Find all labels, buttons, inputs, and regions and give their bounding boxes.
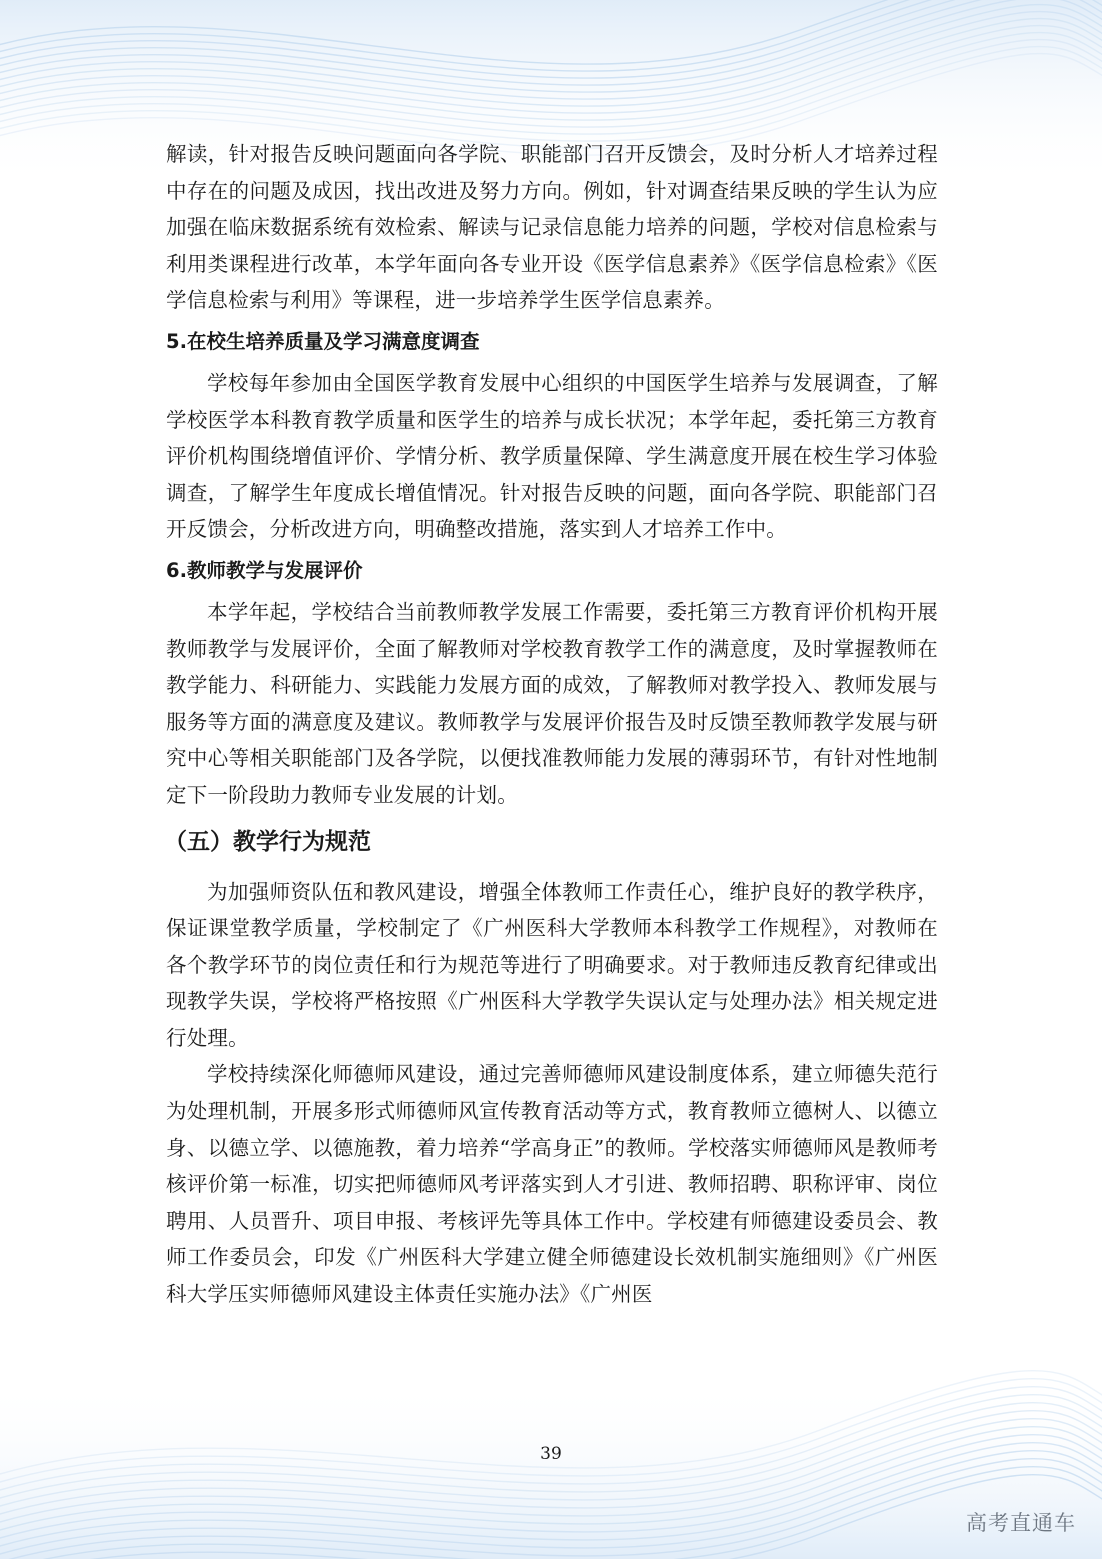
paragraph-ethics: 学校持续深化师德师风建设，通过完善师德师风建设制度体系，建立师德失范行为处理机制，开展多形式师德师风宣传教育活动等方式，教育教师立德树人、以德立身、以德立学、以德施教，着力培养“学高身正”的教师。学校落实师德师风是教师考核评价第一标准，切实把师德师风考评落实到人才引进、教师招聘、职称评审、岗位聘用、人员晋升、项目申报、考核评先等具体工作中。学校建有师德建设委员会、教师工作委员会，印发《广州医科大学建立健全师德建设长效机制实施细则》《广州医科大学压实师德师风建设主体责任实施办法》《广州医: [166, 1062, 938, 1307]
page-content: [166, 136, 938, 1313]
page-number: 39: [540, 1444, 562, 1464]
watermark: 高考直通车: [966, 1511, 1076, 1535]
section-title-teaching-conduct: （五）教学行为规范: [164, 828, 371, 855]
paragraph-continued: 解读，针对报告反映问题面向各学院、职能部门召开反馈会，及时分析人才培养过程中存在的问题及成因，找出改进及努力方向。例如，针对调查结果反映的学生认为应加强在临床数据系统有效检索、解读与记录信息能力培养的问题，学校对信息检索与利用类课程进行改革，本学年面向各专业开设《医学信息素养》《医学信息检索》《医学信息检索与利用》等课程，进一步培养学生医学信息素养。: [166, 142, 938, 313]
paragraph-teaching-rules: 为加强师资队伍和教风建设，增强全体教师工作责任心，维护良好的教学秩序，保证课堂教学质量，学校制定了《广州医科大学教师本科教学工作规程》，对教师在各个教学环节的岗位责任和行为规范等进行了明确要求。对于教师违反教育纪律或出现教学失误，学校将严格按照《广州医科大学教学失误认定与处理办法》相关规定进行处理。: [166, 879, 938, 1050]
heading-teacher-evaluation: 6.教师教学与发展评价: [166, 558, 363, 582]
heading-student-survey: 5.在校生培养质量及学习满意度调查: [166, 329, 480, 353]
paragraph-teacher-evaluation: 本学年起，学校结合当前教师教学发展工作需要，委托第三方教育评价机构开展教师教学与发展评价，全面了解教师对学校教育教学工作的满意度，及时掌握教师在教学能力、科研能力、实践能力发展方面的成效，了解教师对教学投入、教师发展与服务等方面的满意度及建议。教师教学与发展评价报告及时反馈至教师教学发展与研究中心等相关职能部门及各学院，以便找准教师能力发展的薄弱环节，有针对性地制定下一阶段助力教师专业发展的计划。: [166, 599, 938, 807]
paragraph-student-survey: 学校每年参加由全国医学教育发展中心组织的中国医学生培养与发展调查，了解学校医学本科教育教学质量和医学生的培养与成长状况；本学年起，委托第三方教育评价机构围绕增值评价、学情分析、教学质量保障、学生满意度开展在校生学习体验调查，了解学生年度成长增值情况。针对报告反映的问题，面向各学院、职能部门召开反馈会，分析改进方向，明确整改措施，落实到人才培养工作中。: [166, 370, 938, 542]
